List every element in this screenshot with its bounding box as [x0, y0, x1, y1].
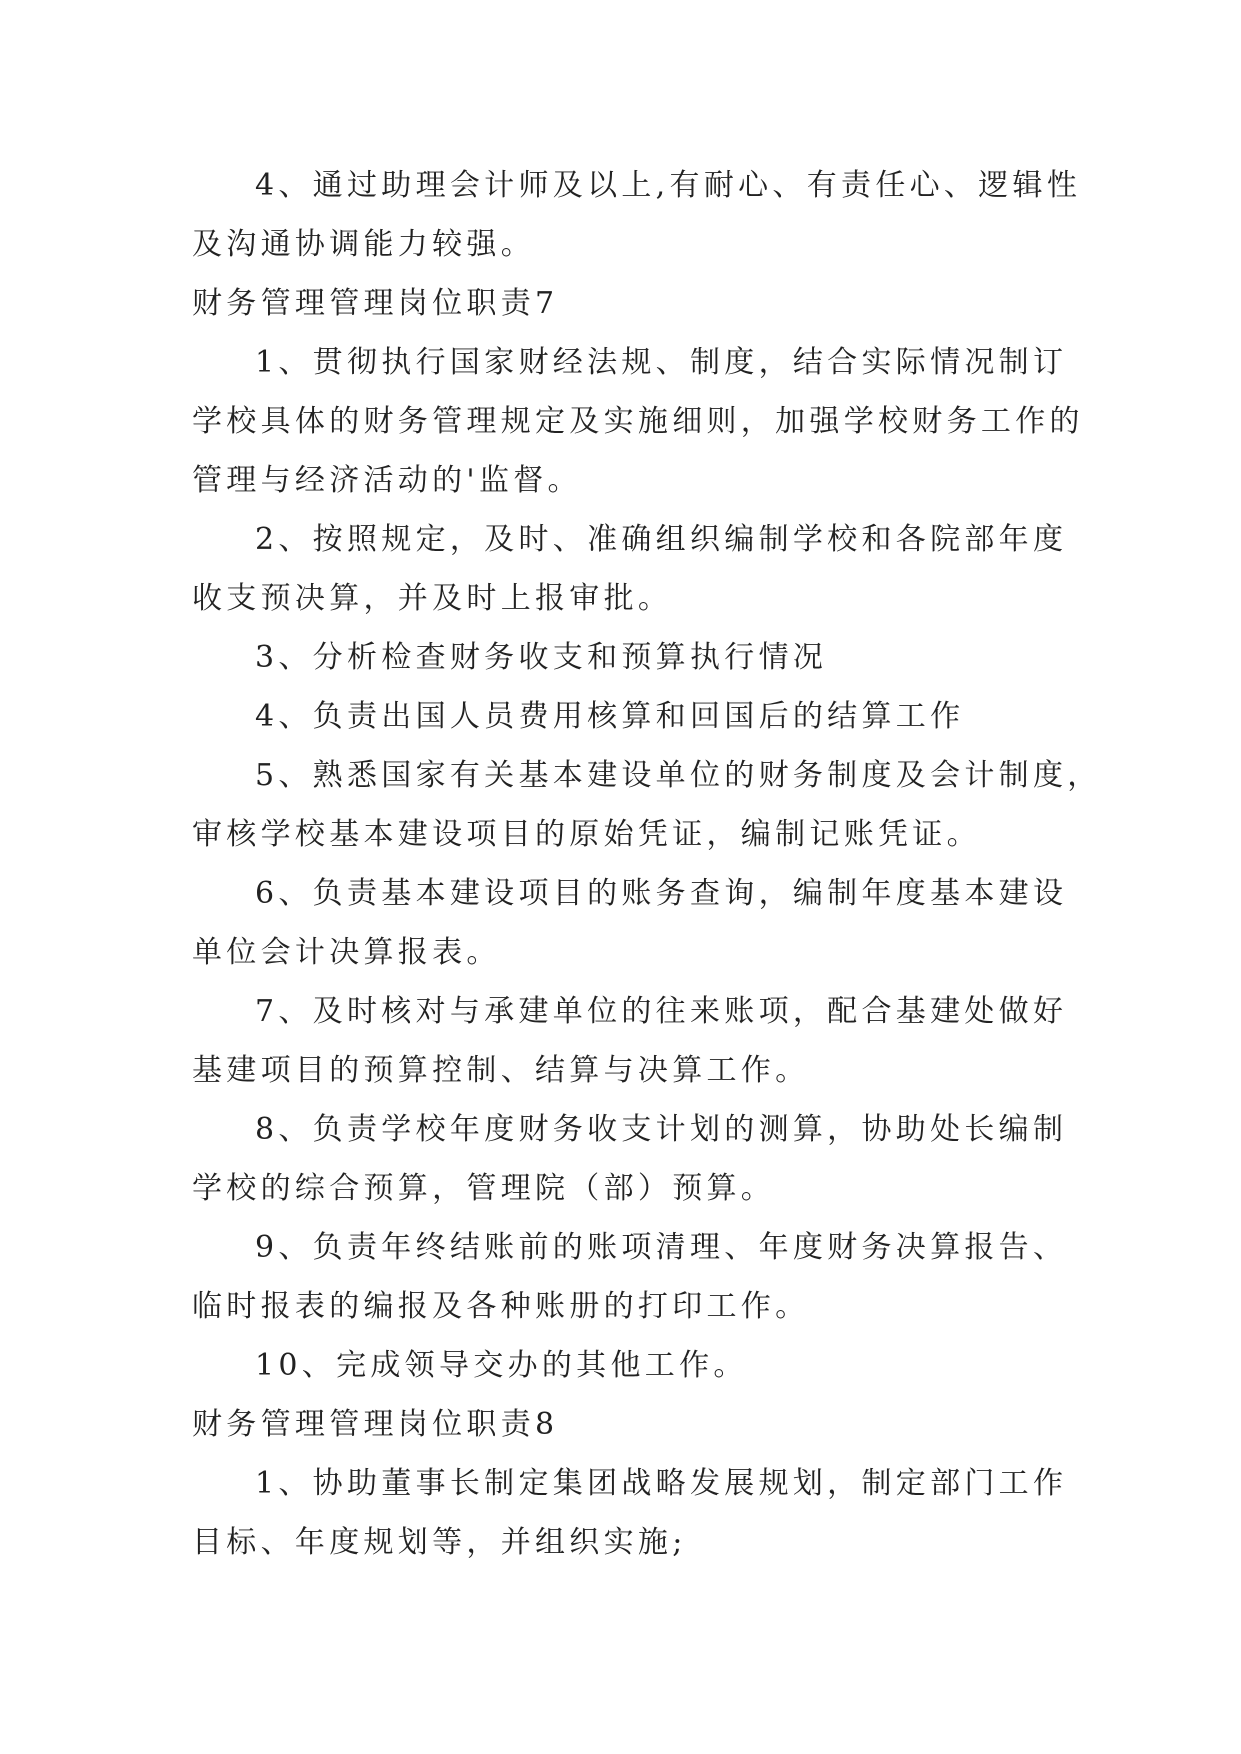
paragraph-line: 9、负责年终结账前的账项清理、年度财务决算报告、	[255, 1230, 1068, 1265]
section-heading: 财务管理管理岗位职责7	[192, 286, 559, 321]
paragraph-line: 单位会计决算报表。	[192, 935, 501, 970]
paragraph-line: 8、负责学校年度财务收支计划的测算，协助处长编制	[255, 1112, 1068, 1147]
section-heading: 财务管理管理岗位职责8	[192, 1407, 559, 1442]
paragraph-line: 学校的综合预算，管理院（部）预算。	[192, 1171, 776, 1206]
paragraph-line: 目标、年度规划等，并组织实施;	[192, 1525, 687, 1560]
paragraph-line: 管理与经济活动的'监督。	[192, 463, 582, 498]
paragraph-line: 10、完成领导交办的其他工作。	[255, 1348, 748, 1383]
paragraph-line: 4、通过助理会计师及以上,有耐心、有责任心、逻辑性	[255, 168, 1082, 203]
paragraph-line: 4、负责出国人员费用核算和回国后的结算工作	[255, 699, 965, 734]
paragraph-line: 及沟通协调能力较强。	[192, 227, 535, 262]
paragraph-line: 2、按照规定，及时、准确组织编制学校和各院部年度	[255, 522, 1068, 557]
paragraph-line: 1、贯彻执行国家财经法规、制度，结合实际情况制订	[255, 345, 1068, 380]
paragraph-line: 6、负责基本建设项目的账务查询，编制年度基本建设	[255, 876, 1068, 911]
paragraph-line: 3、分析检查财务收支和预算执行情况	[255, 640, 828, 675]
paragraph-line: 收支预决算，并及时上报审批。	[192, 581, 673, 616]
paragraph-line: 1、协助董事长制定集团战略发展规划，制定部门工作	[255, 1466, 1068, 1501]
paragraph-line: 学校具体的财务管理规定及实施细则，加强学校财务工作的	[192, 404, 1084, 439]
paragraph-line: 审核学校基本建设项目的原始凭证，编制记账凭证。	[192, 817, 981, 852]
paragraph-line: 7、及时核对与承建单位的往来账项，配合基建处做好	[255, 994, 1068, 1029]
paragraph-line: 基建项目的预算控制、结算与决算工作。	[192, 1053, 810, 1088]
paragraph-line: 5、熟悉国家有关基本建设单位的财务制度及会计制度，	[255, 758, 1102, 793]
paragraph-line: 临时报表的编报及各种账册的打印工作。	[192, 1289, 810, 1324]
